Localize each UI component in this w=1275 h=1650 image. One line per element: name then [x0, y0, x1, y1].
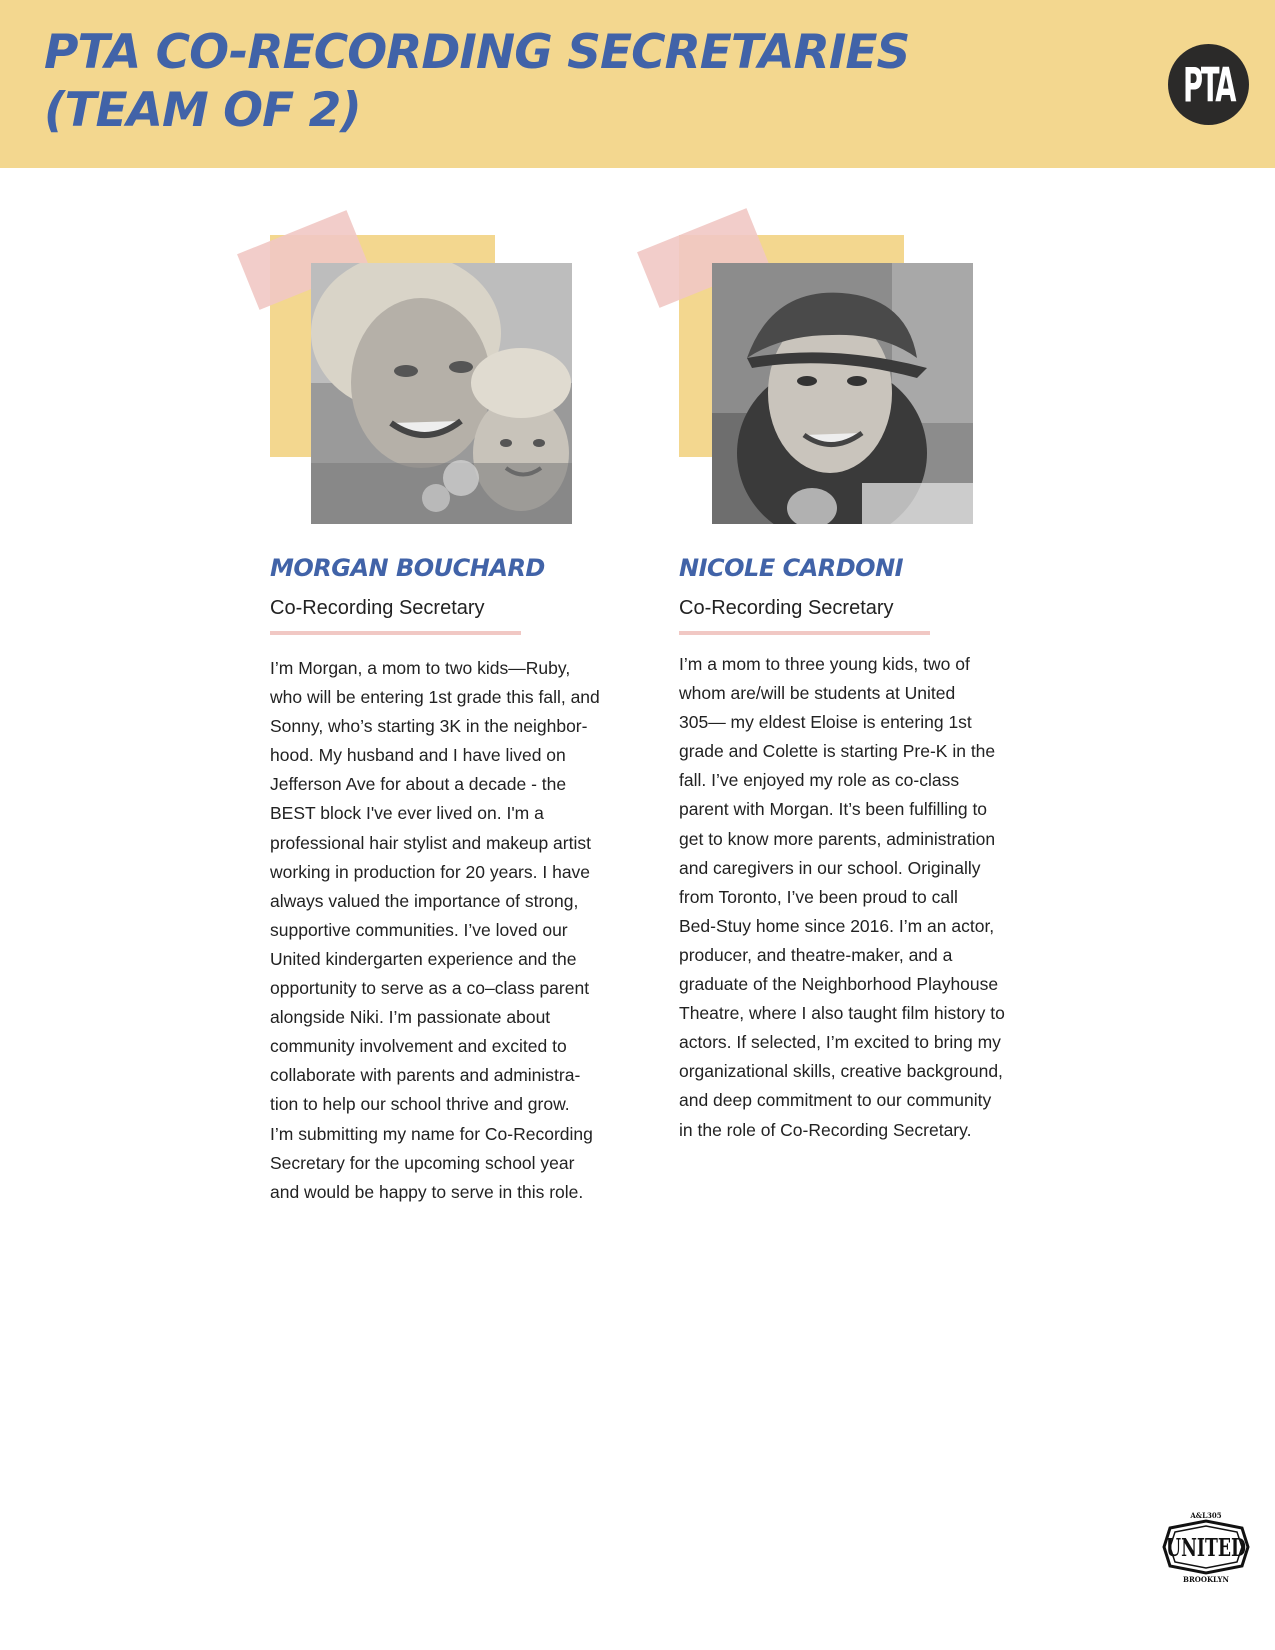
candidate-bio [270, 654, 642, 1207]
bio-line: get to know more parents, administration [679, 828, 996, 849]
bio-line: United kindergarten experience and the [270, 948, 577, 969]
logo-bottom-text: BROOKLYN [1183, 1575, 1229, 1584]
page-title-line-2: (TEAM OF 2) [44, 83, 361, 138]
bio-line: producer, and theatre-maker, and a [679, 944, 953, 965]
page-title [44, 24, 909, 140]
bio-line: always valued the importance of strong, [270, 890, 579, 911]
divider [270, 631, 521, 635]
candidate-bio [679, 650, 1051, 1145]
bio-line: tion to help our school thrive and grow. [270, 1094, 570, 1115]
page-title-line-1: PTA CO-RECORDING SECRETARIES [44, 25, 910, 80]
bio-line: grade and Colette is starting Pre-K in the [679, 741, 996, 762]
candidate-role: Co-Recording Secretary [270, 597, 485, 619]
pta-logo [1168, 44, 1249, 125]
bio-line: Bed-Stuy home since 2016. I’m an actor, [679, 915, 995, 936]
bio-line: community involvement and excited to [270, 1036, 567, 1057]
bio-line: professional hair stylist and makeup artist [270, 832, 591, 853]
bio-line: and deep commitment to our community [679, 1090, 992, 1111]
bio-line: fall. I’ve enjoyed my role as co-class [679, 770, 960, 791]
portrait-illustration [712, 263, 973, 524]
candidate-name: NICOLE CARDONI [679, 554, 904, 582]
bio-line: alongside Niki. I’m passionate about [270, 1007, 551, 1028]
candidate-role: Co-Recording Secretary [679, 597, 894, 619]
bio-line: working in production for 20 years. I have [270, 861, 591, 882]
bio-line: 305— my eldest Eloise is entering 1st [679, 712, 972, 733]
bio-line: graduate of the Neighborhood Playhouse [679, 974, 999, 995]
bio-line: I’m submitting my name for Co-Recording [270, 1123, 593, 1144]
candidate-photo [712, 263, 973, 524]
logo-main-text: UNITED [1166, 1533, 1246, 1562]
bio-line: I’m Morgan, a mom to two kids—Ruby, [270, 658, 571, 678]
header-banner [0, 0, 1275, 168]
candidate-photo [311, 263, 572, 524]
bio-line: in the role of Co-Recording Secretary. [679, 1119, 972, 1140]
bio-line: parent with Morgan. It’s been fulfilling to [679, 799, 988, 820]
bio-line: Jefferson Ave for about a decade - the [270, 774, 567, 795]
bio-line: actors. If selected, I’m excited to bring my [679, 1032, 1001, 1053]
bio-line: and caregivers in our school. Originally [679, 857, 981, 878]
bio-line: whom are/will be students at United [679, 683, 956, 704]
bio-line: organizational skills, creative background, [679, 1061, 1003, 1082]
bio-line: Secretary for the upcoming school year [270, 1152, 575, 1173]
bio-line: supportive communities. I’ve loved our [270, 919, 568, 940]
bio-line: I’m a mom to three young kids, two of [679, 654, 970, 674]
bio-line: opportunity to serve as a co–class parent [270, 978, 590, 999]
bio-line: BEST block I've ever lived on. I'm a [270, 803, 544, 824]
bio-line: from Toronto, I’ve been proud to call [679, 886, 958, 907]
united-brooklyn-logo [1158, 1510, 1254, 1584]
bio-line: hood. My husband and I have lived on [270, 745, 566, 766]
pta-logo-text: PTA [1182, 57, 1235, 112]
portrait-illustration [311, 263, 572, 524]
bio-line: collaborate with parents and administra- [270, 1065, 581, 1086]
bio-line: Sonny, who’s starting 3K in the neighbor- [270, 716, 588, 737]
logo-top-text: A&L305 [1190, 1511, 1222, 1520]
bio-line: Theatre, where I also taught film history to [679, 1003, 1005, 1024]
divider [679, 631, 930, 635]
bio-line: who will be entering 1st grade this fall, and [270, 687, 600, 708]
candidate-name: MORGAN BOUCHARD [270, 554, 545, 582]
bio-line: and would be happy to serve in this role. [270, 1181, 584, 1202]
